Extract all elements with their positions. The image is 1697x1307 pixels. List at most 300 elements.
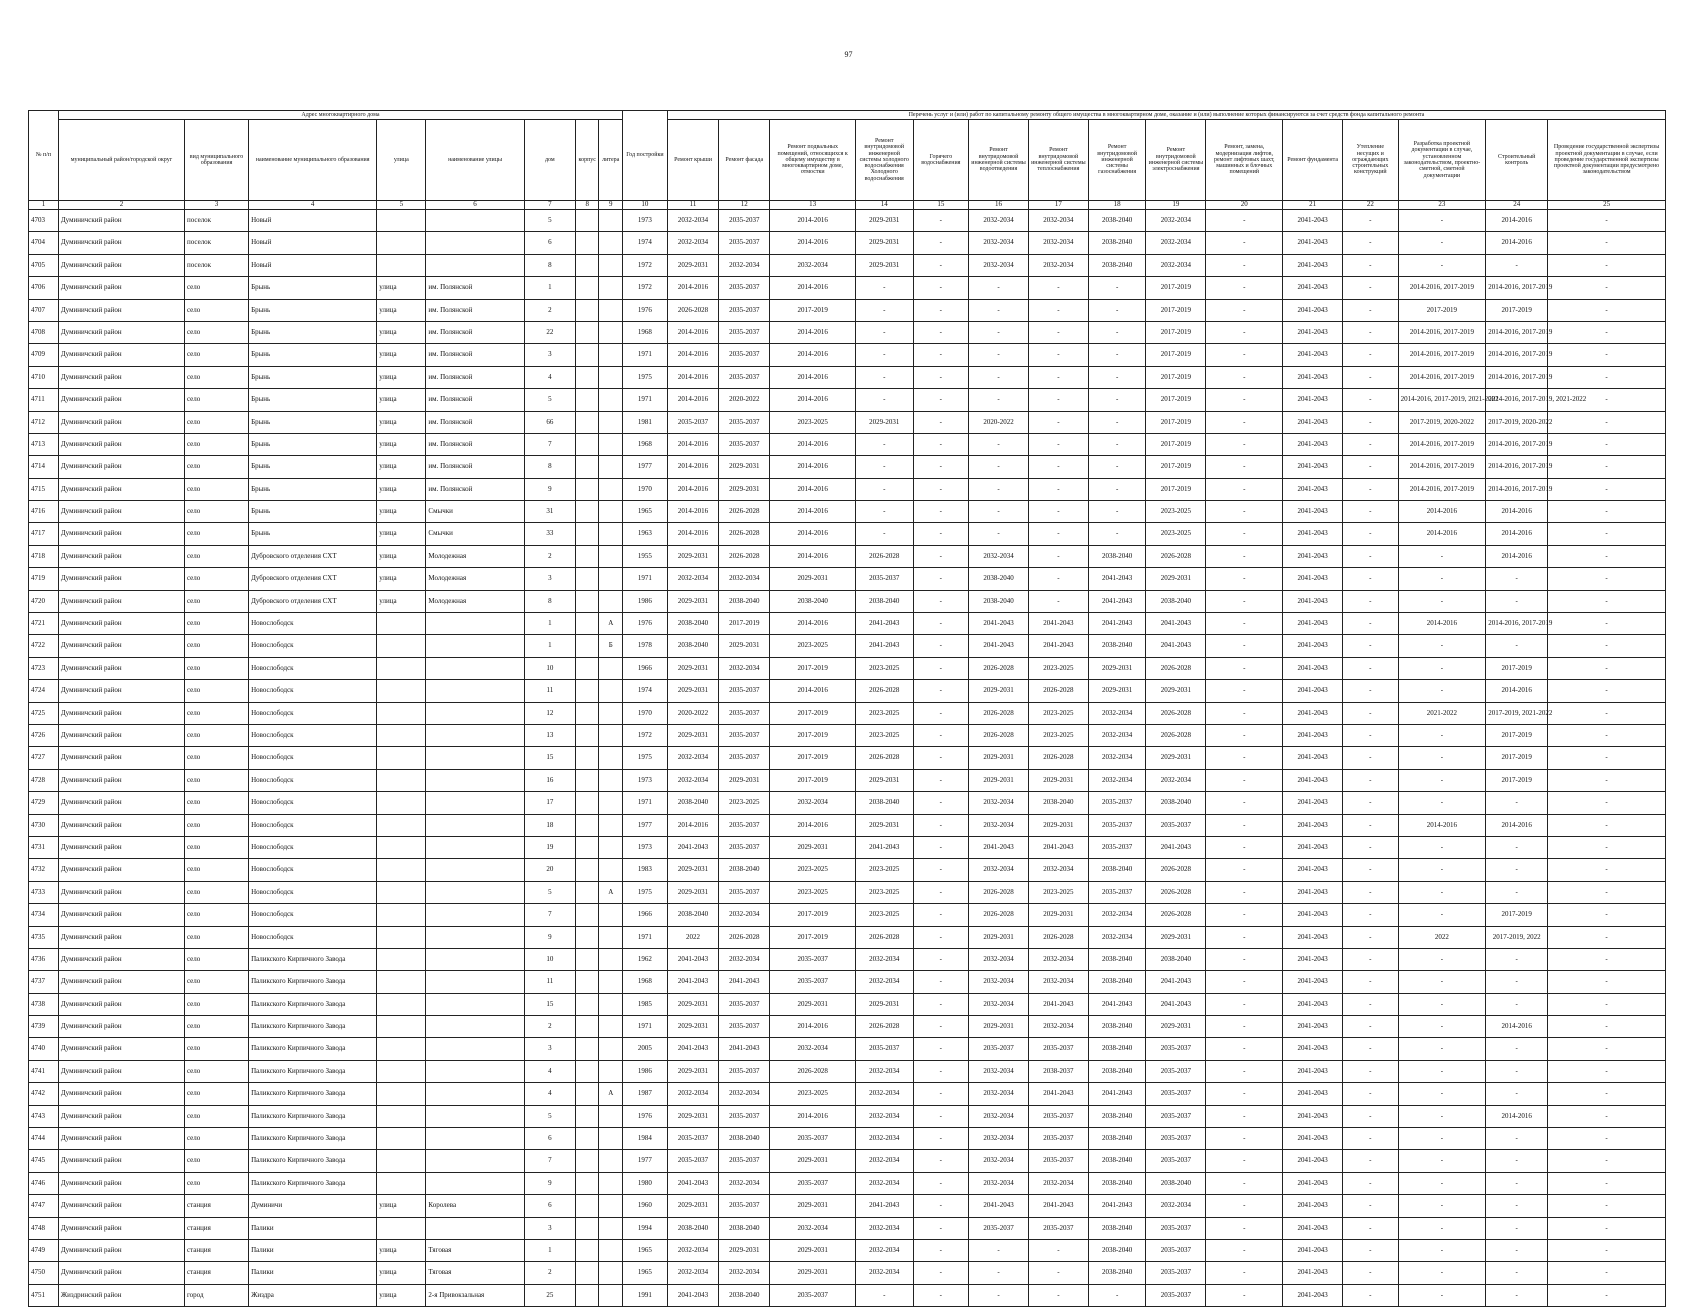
- table-cell: -: [1028, 590, 1088, 612]
- table-cell: 2038-2040: [1088, 254, 1146, 276]
- table-cell: [377, 904, 426, 926]
- table-cell: 2032-2034: [969, 1105, 1029, 1127]
- table-cell: -: [913, 948, 969, 970]
- table-cell: 2041-2043: [1283, 792, 1343, 814]
- table-cell: 1971: [623, 792, 668, 814]
- table-cell: 4722: [29, 635, 59, 657]
- table-cell: село: [184, 702, 248, 724]
- table-cell: 2014-2016: [1486, 232, 1548, 254]
- table-cell: -: [1548, 232, 1666, 254]
- table-row: [29, 1217, 1666, 1239]
- table-cell: -: [1398, 657, 1486, 679]
- table-cell: 2032-2034: [667, 769, 718, 791]
- table-cell: 2041-2043: [855, 836, 913, 858]
- table-cell: -: [1398, 1217, 1486, 1239]
- column-number: 21: [1283, 201, 1343, 210]
- table-cell: Паликского Кирпичного Завода: [249, 1038, 377, 1060]
- table-cell: 2032-2034: [969, 792, 1029, 814]
- table-cell: село: [184, 904, 248, 926]
- header-gas: Ремонт внутридомовой инженерной системы газоснабжения: [1088, 120, 1146, 201]
- table-cell: -: [1343, 501, 1399, 523]
- table-cell: [599, 1217, 623, 1239]
- table-cell: 2017-2019: [770, 769, 855, 791]
- table-row: [29, 926, 1666, 948]
- table-cell: 2017-2019: [1486, 724, 1548, 746]
- table-cell: 5: [524, 210, 575, 232]
- table-cell: Паликского Кирпичного Завода: [249, 993, 377, 1015]
- table-cell: 2038-2037: [1028, 1060, 1088, 1082]
- table-cell: улица: [377, 478, 426, 500]
- table-cell: 2035-2037: [1088, 814, 1146, 836]
- column-number: 17: [1028, 201, 1088, 210]
- table-cell: 2032-2034: [1146, 210, 1206, 232]
- table-cell: 2035-2037: [1088, 836, 1146, 858]
- table-cell: 2032-2034: [719, 1172, 770, 1194]
- table-cell: -: [1486, 971, 1548, 993]
- table-cell: 2035-2037: [969, 1217, 1029, 1239]
- table-cell: 2032-2034: [1088, 702, 1146, 724]
- table-cell: 2023-2025: [855, 724, 913, 746]
- table-cell: 1984: [623, 1128, 668, 1150]
- table-cell: -: [913, 523, 969, 545]
- table-cell: 2035-2037: [770, 948, 855, 970]
- table-cell: [599, 657, 623, 679]
- table-cell: 2035-2037: [1146, 1038, 1206, 1060]
- table-cell: Паликского Кирпичного Завода: [249, 1105, 377, 1127]
- table-cell: 1991: [623, 1284, 668, 1306]
- table-cell: -: [1028, 456, 1088, 478]
- header-cold-water: [855, 120, 913, 201]
- table-cell: [575, 1262, 599, 1284]
- table-cell: -: [913, 1195, 969, 1217]
- table-cell: -: [1548, 814, 1666, 836]
- table-cell: Новослободск: [249, 613, 377, 635]
- table-cell: Думиничский район: [58, 993, 184, 1015]
- table-cell: 4749: [29, 1239, 59, 1261]
- table-cell: [575, 859, 599, 881]
- table-cell: 2026-2028: [1146, 657, 1206, 679]
- table-cell: -: [1548, 545, 1666, 567]
- table-cell: Новослободск: [249, 792, 377, 814]
- header-street-type: улица: [377, 120, 426, 201]
- table-cell: [377, 1038, 426, 1060]
- table-cell: 2041-2043: [1283, 1038, 1343, 1060]
- table-cell: 4719: [29, 568, 59, 590]
- table-cell: 33: [524, 523, 575, 545]
- table-cell: -: [1343, 389, 1399, 411]
- table-cell: -: [1088, 411, 1146, 433]
- table-cell: улица: [377, 1262, 426, 1284]
- table-cell: -: [1343, 1060, 1399, 1082]
- table-cell: -: [1343, 1239, 1399, 1261]
- table-cell: Новослободск: [249, 702, 377, 724]
- table-cell: [575, 948, 599, 970]
- table-cell: 2041-2043: [1283, 680, 1343, 702]
- table-cell: [377, 836, 426, 858]
- table-row: [29, 568, 1666, 590]
- table-cell: 2029-2031: [770, 1239, 855, 1261]
- table-cell: село: [184, 568, 248, 590]
- table-cell: 2032-2034: [1028, 254, 1088, 276]
- table-cell: -: [855, 366, 913, 388]
- table-cell: 4750: [29, 1262, 59, 1284]
- table-cell: село: [184, 1038, 248, 1060]
- table-row: [29, 1038, 1666, 1060]
- table-cell: -: [1486, 1172, 1548, 1194]
- table-cell: 2041-2043: [855, 1195, 913, 1217]
- table-cell: 2014-2016, 2017-2019: [1486, 277, 1548, 299]
- table-cell: 2032-2034: [1146, 1195, 1206, 1217]
- table-cell: -: [969, 299, 1029, 321]
- table-cell: 2029-2031: [1146, 926, 1206, 948]
- table-cell: [575, 501, 599, 523]
- table-cell: 2026-2028: [719, 926, 770, 948]
- table-cell: 2035-2037: [1146, 814, 1206, 836]
- table-cell: -: [855, 456, 913, 478]
- table-cell: 2014-2016, 2017-2019: [1398, 366, 1486, 388]
- table-cell: Думиничский район: [58, 545, 184, 567]
- table-row: [29, 747, 1666, 769]
- table-cell: -: [1206, 1128, 1283, 1150]
- table-cell: село: [184, 769, 248, 791]
- table-cell: 17: [524, 792, 575, 814]
- table-cell: 2038-2040: [1088, 635, 1146, 657]
- table-cell: 2: [524, 545, 575, 567]
- table-cell: -: [1206, 210, 1283, 232]
- table-cell: 2029-2031: [1088, 657, 1146, 679]
- table-cell: село: [184, 590, 248, 612]
- table-cell: Новый: [249, 254, 377, 276]
- table-cell: 2032-2034: [719, 904, 770, 926]
- table-cell: [377, 993, 426, 1015]
- table-cell: [575, 545, 599, 567]
- table-cell: 1955: [623, 545, 668, 567]
- table-cell: -: [969, 433, 1029, 455]
- table-cell: улица: [377, 1239, 426, 1261]
- table-cell: [377, 702, 426, 724]
- table-cell: -: [1548, 210, 1666, 232]
- table-cell: 2029-2031: [855, 993, 913, 1015]
- table-cell: 2032-2034: [969, 210, 1029, 232]
- table-cell: село: [184, 1150, 248, 1172]
- table-cell: поселок: [184, 232, 248, 254]
- table-row: [29, 433, 1666, 455]
- table-cell: 2023-2025: [770, 859, 855, 881]
- table-cell: 2017-2019: [1146, 277, 1206, 299]
- table-cell: [426, 1150, 524, 1172]
- table-cell: -: [1548, 1128, 1666, 1150]
- table-cell: -: [1548, 1217, 1666, 1239]
- table-cell: 2032-2034: [855, 1262, 913, 1284]
- table-cell: -: [1028, 501, 1088, 523]
- table-cell: 4723: [29, 657, 59, 679]
- table-cell: 4739: [29, 1016, 59, 1038]
- table-cell: 2032-2034: [1028, 859, 1088, 881]
- table-cell: -: [1398, 881, 1486, 903]
- table-cell: село: [184, 344, 248, 366]
- table-cell: -: [1206, 277, 1283, 299]
- table-cell: -: [969, 344, 1029, 366]
- table-cell: 2014-2016: [770, 523, 855, 545]
- table-cell: Брынь: [249, 344, 377, 366]
- table-row: [29, 411, 1666, 433]
- table-cell: 2-я Привокзальная: [426, 1284, 524, 1306]
- table-cell: -: [1548, 657, 1666, 679]
- table-cell: Палики: [249, 1262, 377, 1284]
- table-cell: 2038-2040: [1088, 859, 1146, 881]
- table-cell: 4721: [29, 613, 59, 635]
- table-cell: 2041-2043: [1283, 1016, 1343, 1038]
- table-cell: 2032-2034: [855, 1239, 913, 1261]
- table-cell: 2017-2019: [1486, 299, 1548, 321]
- table-cell: 2032-2034: [855, 1128, 913, 1150]
- table-cell: [426, 1172, 524, 1194]
- table-cell: -: [1206, 993, 1283, 1015]
- table-cell: -: [969, 523, 1029, 545]
- table-cell: 2041-2043: [1283, 814, 1343, 836]
- table-cell: [426, 702, 524, 724]
- table-cell: Новослободск: [249, 836, 377, 858]
- table-cell: 2035-2037: [719, 1105, 770, 1127]
- table-cell: Думиничский район: [58, 501, 184, 523]
- table-cell: -: [1343, 1172, 1399, 1194]
- table-cell: [426, 254, 524, 276]
- table-cell: 2038-2040: [1088, 1038, 1146, 1060]
- table-cell: -: [913, 747, 969, 769]
- table-cell: 2035-2037: [770, 1172, 855, 1194]
- table-cell: 1976: [623, 613, 668, 635]
- table-cell: 2035-2037: [855, 568, 913, 590]
- table-cell: -: [913, 1128, 969, 1150]
- table-cell: 4717: [29, 523, 59, 545]
- table-cell: 2041-2043: [1283, 702, 1343, 724]
- table-cell: 2026-2028: [1146, 881, 1206, 903]
- table-cell: -: [913, 635, 969, 657]
- table-cell: Думиничский район: [58, 568, 184, 590]
- column-number: 15: [913, 201, 969, 210]
- table-cell: 4731: [29, 836, 59, 858]
- table-cell: -: [1486, 1262, 1548, 1284]
- table-cell: -: [855, 321, 913, 343]
- table-cell: -: [1088, 277, 1146, 299]
- table-cell: 2032-2034: [719, 1262, 770, 1284]
- table-cell: 2038-2040: [1088, 232, 1146, 254]
- table-cell: [599, 568, 623, 590]
- table-cell: [377, 1128, 426, 1150]
- table-cell: [575, 836, 599, 858]
- table-cell: 2032-2034: [1028, 1172, 1088, 1194]
- table-cell: -: [1206, 232, 1283, 254]
- table-cell: Думиничский район: [58, 254, 184, 276]
- table-cell: -: [1398, 1016, 1486, 1038]
- table-cell: станция: [184, 1217, 248, 1239]
- table-cell: 4706: [29, 277, 59, 299]
- table-cell: -: [1548, 1083, 1666, 1105]
- table-cell: -: [1398, 948, 1486, 970]
- table-cell: 2032-2034: [1028, 1016, 1088, 1038]
- table-cell: 2014-2016: [667, 433, 718, 455]
- table-cell: -: [1343, 545, 1399, 567]
- table-cell: 4732: [29, 859, 59, 881]
- table-cell: [426, 680, 524, 702]
- table-row: [29, 545, 1666, 567]
- table-cell: 1: [524, 635, 575, 657]
- table-cell: [377, 769, 426, 791]
- table-cell: 2041-2043: [1283, 1217, 1343, 1239]
- table-cell: 2014-2016: [667, 389, 718, 411]
- column-number: 8: [575, 201, 599, 210]
- table-cell: 4724: [29, 680, 59, 702]
- table-cell: 2029-2031: [667, 590, 718, 612]
- table-cell: 2035-2037: [719, 210, 770, 232]
- table-cell: станция: [184, 1262, 248, 1284]
- table-cell: -: [913, 859, 969, 881]
- table-cell: 2032-2034: [719, 657, 770, 679]
- table-cell: -: [855, 433, 913, 455]
- table-cell: -: [1343, 299, 1399, 321]
- table-cell: 2014-2016, 2017-2019: [1486, 344, 1548, 366]
- table-cell: Думиничский район: [58, 590, 184, 612]
- column-number: 22: [1343, 201, 1399, 210]
- header-settlement-name: наименование муниципального образования: [249, 120, 377, 201]
- table-cell: 2029-2031: [855, 254, 913, 276]
- header-num: № п/п: [29, 111, 59, 201]
- table-cell: -: [1343, 680, 1399, 702]
- table-cell: 2041-2043: [1283, 545, 1343, 567]
- table-cell: -: [1206, 1172, 1283, 1194]
- table-cell: 2038-2040: [855, 792, 913, 814]
- table-cell: 1971: [623, 1016, 668, 1038]
- table-cell: 2017-2019: [1146, 344, 1206, 366]
- table-cell: 2029-2031: [1146, 680, 1206, 702]
- table-cell: 2026-2028: [1028, 926, 1088, 948]
- table-cell: Новослободск: [249, 635, 377, 657]
- table-cell: -: [1206, 1217, 1283, 1239]
- table-cell: 2035-2037: [1028, 1105, 1088, 1127]
- table-cell: село: [184, 389, 248, 411]
- column-number: 23: [1398, 201, 1486, 210]
- table-cell: -: [1206, 389, 1283, 411]
- table-cell: -: [1548, 1105, 1666, 1127]
- table-cell: -: [1028, 545, 1088, 567]
- table-cell: 2032-2034: [969, 1083, 1029, 1105]
- table-cell: 2035-2037: [719, 277, 770, 299]
- table-cell: -: [1398, 1060, 1486, 1082]
- table-cell: -: [1343, 210, 1399, 232]
- table-cell: 2032-2034: [1028, 948, 1088, 970]
- table-cell: 4733: [29, 881, 59, 903]
- table-cell: 2014-2016, 2017-2019: [1398, 344, 1486, 366]
- table-cell: 1971: [623, 389, 668, 411]
- table-cell: -: [1028, 433, 1088, 455]
- table-cell: [575, 993, 599, 1015]
- table-cell: -: [1206, 545, 1283, 567]
- table-cell: 2017-2019: [1146, 389, 1206, 411]
- table-row: [29, 523, 1666, 545]
- table-cell: Новослободск: [249, 881, 377, 903]
- table-cell: 2032-2034: [855, 1060, 913, 1082]
- table-cell: [575, 232, 599, 254]
- table-cell: 2035-2037: [1028, 1150, 1088, 1172]
- table-cell: 2032-2034: [969, 971, 1029, 993]
- table-cell: 2014-2016: [770, 344, 855, 366]
- table-cell: 2026-2028: [1146, 904, 1206, 926]
- table-cell: -: [1343, 993, 1399, 1015]
- table-cell: им. Полянской: [426, 456, 524, 478]
- column-number: 3: [184, 201, 248, 210]
- column-number: 10: [623, 201, 668, 210]
- table-cell: 1973: [623, 769, 668, 791]
- table-cell: 2014-2016: [770, 433, 855, 455]
- table-cell: -: [913, 792, 969, 814]
- table-cell: -: [913, 478, 969, 500]
- table-cell: 2032-2034: [1088, 747, 1146, 769]
- table-cell: 2017-2019: [1146, 456, 1206, 478]
- table-cell: 4743: [29, 1105, 59, 1127]
- table-cell: [377, 657, 426, 679]
- table-cell: 2023-2025: [855, 859, 913, 881]
- table-cell: 2035-2037: [770, 1284, 855, 1306]
- table-cell: 2029-2031: [770, 836, 855, 858]
- table-cell: [575, 411, 599, 433]
- table-cell: 2029-2031: [719, 456, 770, 478]
- table-cell: 1973: [623, 210, 668, 232]
- table-cell: -: [1548, 635, 1666, 657]
- table-cell: 2038-2040: [719, 590, 770, 612]
- table-cell: 4729: [29, 792, 59, 814]
- table-cell: Думиничский район: [58, 1060, 184, 1082]
- table-cell: -: [1343, 568, 1399, 590]
- table-cell: 1963: [623, 523, 668, 545]
- table-cell: им. Полянской: [426, 299, 524, 321]
- table-cell: [575, 1038, 599, 1060]
- table-cell: [575, 456, 599, 478]
- table-cell: -: [1548, 1150, 1666, 1172]
- table-cell: 2017-2019, 2020-2022: [1486, 411, 1548, 433]
- table-cell: -: [1206, 971, 1283, 993]
- table-cell: -: [1398, 769, 1486, 791]
- table-cell: 2032-2034: [855, 1150, 913, 1172]
- table-cell: -: [913, 904, 969, 926]
- table-cell: им. Полянской: [426, 433, 524, 455]
- table-cell: станция: [184, 1239, 248, 1261]
- table-cell: 2014-2016: [770, 321, 855, 343]
- header-roof: Ремонт крыши: [667, 120, 718, 201]
- table-cell: 4708: [29, 321, 59, 343]
- table-cell: 4715: [29, 478, 59, 500]
- table-cell: 2032-2034: [667, 1083, 718, 1105]
- table-row: [29, 1105, 1666, 1127]
- table-cell: [377, 859, 426, 881]
- table-row: [29, 769, 1666, 791]
- table-cell: 2023-2025: [1028, 657, 1088, 679]
- column-number: 24: [1486, 201, 1548, 210]
- table-cell: [599, 1150, 623, 1172]
- table-cell: 2032-2034: [667, 568, 718, 590]
- table-cell: [599, 299, 623, 321]
- table-cell: -: [1343, 1083, 1399, 1105]
- table-cell: [426, 859, 524, 881]
- table-cell: -: [1548, 389, 1666, 411]
- table-cell: 4730: [29, 814, 59, 836]
- table-cell: 2020-2022: [667, 702, 718, 724]
- table-cell: улица: [377, 1284, 426, 1306]
- table-cell: [599, 210, 623, 232]
- table-cell: -: [1486, 568, 1548, 590]
- table-cell: 4738: [29, 993, 59, 1015]
- column-number: 14: [855, 201, 913, 210]
- table-cell: 4748: [29, 1217, 59, 1239]
